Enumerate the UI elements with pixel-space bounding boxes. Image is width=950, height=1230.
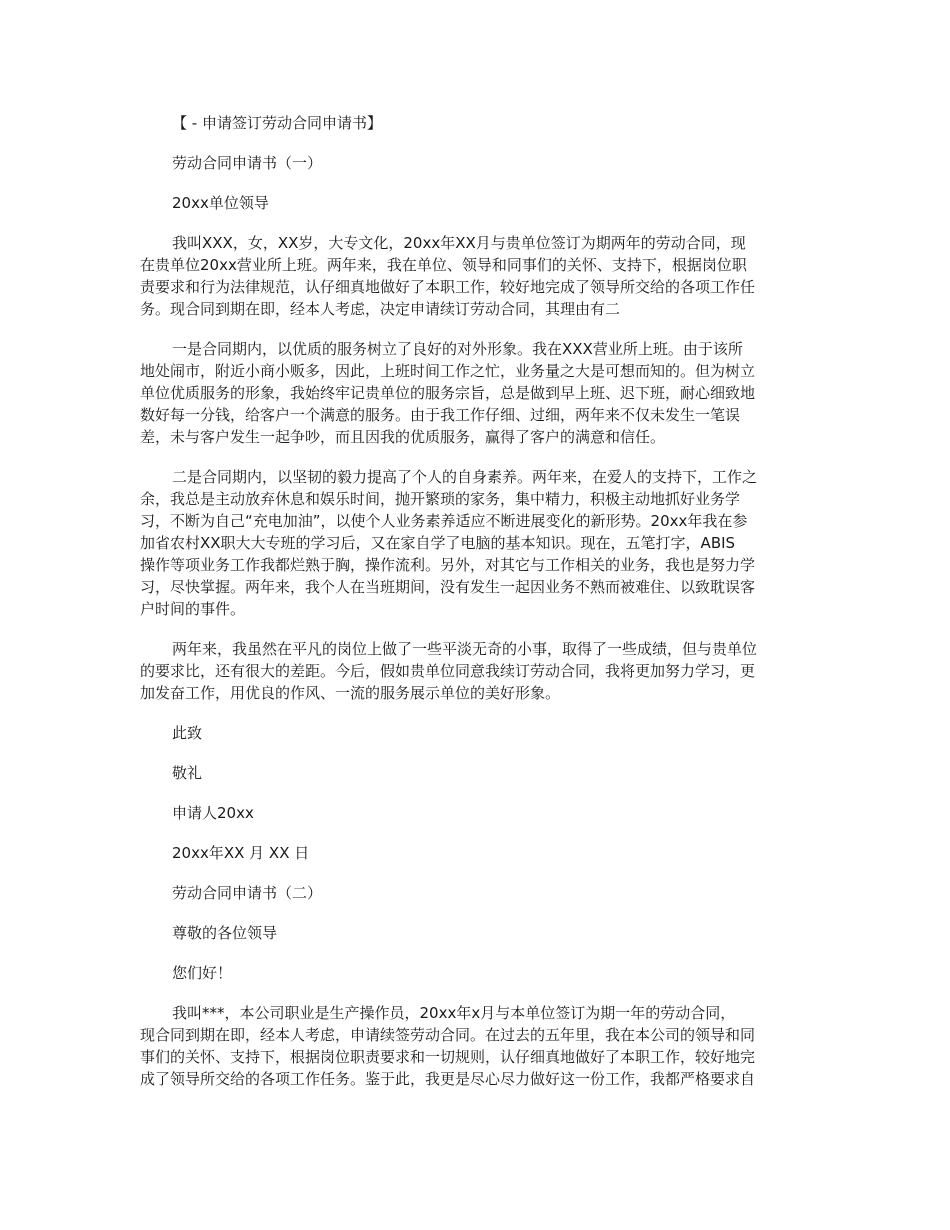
text-line: 我叫***，本公司职业是生产操作员，20xx年x月与本单位签订为期一年的劳动合同， <box>172 1004 736 1022</box>
text-line: 习，尽快掌握。两年来，我个人在当班期间，没有发生一起因业务不熟而被难住、以致耽误客 <box>140 578 756 596</box>
closing-line-2: 敬礼 <box>172 764 203 782</box>
text-line: 操作等项业务工作我都烂熟于胸，操作流利。另外，对其它与工作相关的业务，我也是努力学 <box>140 556 756 574</box>
text-line: 差，未与客户发生一起争吵，而且因我的优质服务，赢得了客户的满意和信任。 <box>140 428 666 446</box>
text-line: 习，不断为自己“充电加油”，以使个人业务素养适应不断进展变化的新形势。20xx年我在参 <box>140 512 748 530</box>
text-line: 事们的关怀、支持下，根据岗位职责要求和一切规则，认仔细真地做好了本职工作，较好地完 <box>140 1048 756 1066</box>
text-line: 余，我总是主动放弃休息和娱乐时间，抛开繁琐的家务，集中精力，积极主动地抓好业务学 <box>140 490 741 508</box>
text-line: 二是合同期内，以坚韧的毅力提高了个人的自身素养。两年来，在爱人的支持下，工作之 <box>172 468 758 486</box>
section1-paragraph-3 <box>140 466 810 620</box>
section1-salutation: 20xx单位领导 <box>172 194 269 212</box>
text-line: 务。现合同到期在即，经本人考虑，决定申请续订劳动合同，其理由有二 <box>140 300 621 318</box>
section2-greeting: 您们好！ <box>172 964 233 982</box>
text-line: 地处闹市，附近小商小贩多，因此，上班时间工作之忙，业务量之大是可想而知的。但为树立 <box>140 362 756 380</box>
text-line: 在贵单位20xx营业所上班。两年来，我在单位、领导和同事们的关怀、支持下，根据岗位职 <box>140 256 747 274</box>
applicant-signature: 申请人20xx <box>172 804 254 822</box>
text-line: 我叫XXX，女，XX岁，大专文化，20xx年XX月与贵单位签订为期两年的劳动合同，现 <box>172 234 746 252</box>
closing-line-1: 此致 <box>172 724 203 742</box>
text-line: 户时间的事件。 <box>140 600 246 618</box>
section1-paragraph-1 <box>140 232 810 320</box>
text-line: 责要求和行为法律规范，认仔细真地做好了本职工作，较好地完成了领导所交给的各项工作任 <box>140 278 756 296</box>
text-line: 的要求比，还有很大的差距。今后，假如贵单位同意我续订劳动合同，我将更加努力学习，更 <box>140 662 756 680</box>
text-line: 两年来，我虽然在平凡的岗位上做了一些平淡无奇的小事，取得了一些成绩，但与贵单位 <box>172 640 758 658</box>
section2-heading: 劳动合同申请书（二） <box>172 884 323 902</box>
document-page <box>140 112 810 1108</box>
text-line: 成了领导所交给的各项工作任务。鉴于此，我更是尽心尽力做好这一份工作，我都严格要求自 <box>140 1070 756 1088</box>
document-title: 【 - 申请签订劳动合同申请书】 <box>172 114 382 132</box>
text-line: 一是合同期内，以优质的服务树立了良好的对外形象。我在XXX营业所上班。由于该所 <box>172 340 743 358</box>
text-line: 现合同到期在即，经本人考虑，申请续签劳动合同。在过去的五年里，我在本公司的领导和同 <box>140 1026 756 1044</box>
section2-salutation: 尊敬的各位领导 <box>172 924 278 942</box>
section2-paragraph-1 <box>140 1002 810 1090</box>
section1-paragraph-2 <box>140 338 810 448</box>
text-line: 加发奋工作，用优良的作风、一流的服务展示单位的美好形象。 <box>140 684 561 702</box>
text-line: 数好每一分钱，给客户一个满意的服务。由于我工作仔细、过细，两年来不仅未发生一笔误 <box>140 406 741 424</box>
text-line: 加省农村XX职大大专班的学习后，又在家自学了电脑的基本知识。现在，五笔打字，ABIS <box>140 534 736 552</box>
text-line: 单位优质服务的形象，我始终牢记贵单位的服务宗旨，总是做到早上班、迟下班，耐心细致地 <box>140 384 756 402</box>
section1-paragraph-4 <box>140 638 810 704</box>
section1-heading: 劳动合同申请书（一） <box>172 154 323 172</box>
application-date: 20xx年XX 月 XX 日 <box>172 844 310 862</box>
